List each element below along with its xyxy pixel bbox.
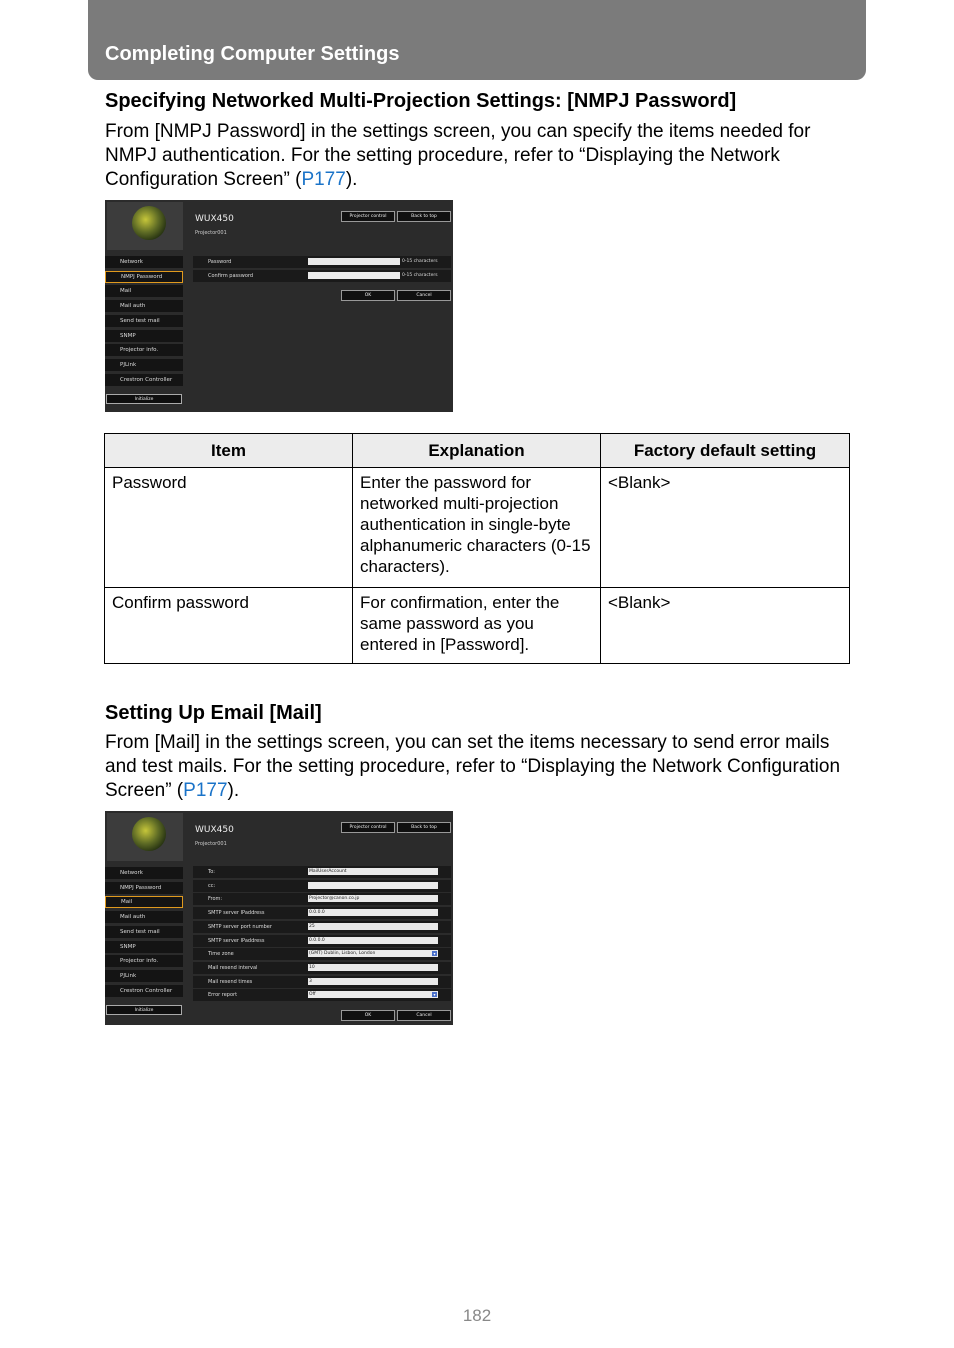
back-to-top-button[interactable]: Back to top	[397, 211, 451, 222]
menu-item-crestron-controller[interactable]: Crestron Controller	[105, 374, 183, 386]
projector-name: Projector001	[195, 841, 227, 847]
menu-item-send-test-mail[interactable]: Send test mail	[105, 315, 183, 327]
col-header-explanation: Explanation	[353, 434, 601, 468]
menu-item-network[interactable]: Network	[105, 256, 183, 268]
field-label: Mail resend times	[208, 978, 253, 985]
field-label: SMTP server port number	[208, 923, 272, 930]
model-name: WUX450	[195, 825, 234, 835]
page-link-p177[interactable]: P177	[301, 169, 346, 190]
menu-item-projector-info[interactable]: Projector info.	[105, 344, 183, 356]
projector-logo	[107, 813, 183, 861]
field-label: Password	[208, 259, 232, 265]
table-cell-default: <Blank>	[601, 588, 850, 664]
field-value: (GMT) Dublin, Lisbon, London	[309, 951, 376, 957]
field-value: 25	[309, 923, 315, 929]
field-input[interactable]	[308, 964, 438, 971]
menu-item-send-test-mail[interactable]: Send test mail	[105, 926, 183, 938]
field-input[interactable]	[308, 868, 438, 875]
field-row-from	[193, 893, 451, 905]
menu-item-projector-info[interactable]: Projector info.	[105, 955, 183, 967]
field-value: 10	[309, 964, 315, 970]
projector-control-button[interactable]: Projector control	[341, 211, 395, 222]
field-value: 0.0.0.0	[309, 910, 325, 916]
header-bar	[88, 0, 866, 80]
mail-settings-screenshot	[105, 811, 453, 1025]
cancel-button[interactable]: Cancel	[397, 1010, 451, 1021]
field-label: Time zone	[208, 951, 234, 958]
table-row	[105, 468, 850, 588]
menu-item-nmpj-password[interactable]: NMPJ Password	[105, 882, 183, 894]
menu-item-mail[interactable]: Mail	[105, 285, 183, 297]
field-row-confirm-password	[193, 270, 451, 282]
back-to-top-button[interactable]: Back to top	[397, 822, 451, 833]
ok-button[interactable]: OK	[341, 1010, 395, 1021]
field-label: cc:	[208, 882, 216, 889]
projector-name: Projector001	[195, 230, 227, 236]
field-hint: 0-15 characters	[402, 259, 438, 264]
field-input[interactable]	[308, 272, 400, 279]
field-row-smtp-server-port-number	[193, 921, 451, 933]
field-input[interactable]	[308, 895, 438, 902]
menu-item-mail[interactable]: Mail	[105, 896, 183, 908]
field-label: Error report	[208, 992, 238, 999]
field-hint: 0-15 characters	[402, 272, 438, 278]
model-name: WUX450	[195, 214, 234, 224]
field-input[interactable]	[308, 978, 438, 985]
chevron-down-icon[interactable]: ▾	[433, 951, 436, 957]
table-header-row	[105, 434, 850, 468]
field-row-time-zone	[193, 948, 451, 960]
field-value: Projector@canon.co.jp	[309, 896, 360, 902]
field-label: SMTP server IPaddress	[208, 910, 265, 917]
table-cell-item: Password	[105, 468, 353, 588]
field-input[interactable]	[308, 882, 438, 889]
field-input[interactable]	[308, 923, 438, 930]
col-header-item: Item	[105, 434, 353, 468]
field-row-smtp-server-ipaddress	[193, 907, 451, 919]
field-row-password	[193, 256, 451, 268]
ok-button[interactable]: OK	[341, 290, 395, 301]
field-input[interactable]	[308, 937, 438, 944]
field-value: 0.0.0.0	[309, 937, 325, 943]
section-paragraph-mail: From [Mail] in the settings screen, you can set the items necessary to send error mails and test mails. For the setting procedure, refer to “Displaying the Network Configuration Screen” (P177).	[105, 732, 841, 801]
section-heading-nmpj: Specifying Networked Multi-Projection Settings: [NMPJ Password]	[105, 90, 737, 112]
field-row-error-report	[193, 989, 451, 1001]
menu-item-nmpj-password[interactable]: NMPJ Password	[105, 271, 183, 283]
field-label: Confirm password	[208, 272, 254, 279]
menu-item-snmp[interactable]: SNMP	[105, 941, 183, 953]
menu-item-snmp[interactable]: SNMP	[105, 330, 183, 342]
col-header-factory-default: Factory default setting	[601, 434, 850, 468]
field-value: MailUserAccount	[309, 869, 347, 874]
settings-table	[104, 433, 850, 664]
table-row	[105, 588, 850, 664]
initialize-button[interactable]: Initialize	[106, 394, 182, 404]
menu-item-network[interactable]: Network	[105, 867, 183, 879]
menu-item-crestron-controller[interactable]: Crestron Controller	[105, 985, 183, 997]
field-select[interactable]	[308, 950, 438, 957]
nmpj-settings-screenshot	[105, 200, 453, 412]
table-cell-explanation: For confirmation, enter the same password as you entered in [Password].	[353, 588, 601, 664]
field-label: SMTP server IPaddress	[208, 937, 265, 944]
table-cell-explanation: Enter the password for networked multi-projection authentication in single-byte alphanumeric characters (0-15 characters).	[353, 468, 601, 588]
menu-item-pjlink[interactable]: PJLink	[105, 359, 183, 371]
section-heading-mail: Setting Up Email [Mail]	[105, 702, 322, 724]
field-input[interactable]	[308, 258, 400, 265]
table-cell-default: <Blank>	[601, 468, 850, 588]
menu-item-mail-auth[interactable]: Mail auth	[105, 300, 183, 312]
field-row-cc	[193, 880, 451, 892]
field-label: Mail resend interval	[208, 964, 258, 971]
table-cell-item: Confirm password	[105, 588, 353, 664]
field-input[interactable]	[308, 909, 438, 916]
field-value: Off	[309, 992, 316, 998]
field-row-to	[193, 866, 451, 878]
initialize-button[interactable]: Initialize	[106, 1005, 182, 1015]
field-row-mail-resend-interval	[193, 962, 451, 974]
menu-item-mail-auth[interactable]: Mail auth	[105, 911, 183, 923]
field-row-mail-resend-times	[193, 976, 451, 988]
field-value: 3	[309, 978, 312, 984]
field-label: From:	[208, 896, 223, 903]
menu-item-pjlink[interactable]: PJLink	[105, 970, 183, 982]
page-number: 182	[462, 1306, 492, 1325]
header-title: Completing Computer Settings	[105, 43, 400, 65]
field-select[interactable]	[308, 991, 438, 998]
projector-control-button[interactable]: Projector control	[341, 822, 395, 833]
field-row-smtp-server-ipaddress	[193, 935, 451, 947]
projector-logo	[107, 202, 183, 250]
cancel-button[interactable]: Cancel	[397, 290, 451, 301]
chevron-down-icon[interactable]: ▾	[433, 992, 436, 998]
page-link-p177[interactable]: P177	[183, 780, 228, 801]
field-label: To:	[208, 869, 215, 875]
section-paragraph-nmpj: From [NMPJ Password] in the settings screen, you can specify the items needed for NMPJ authentication. For the setting procedure, refer to “Displaying the Network Configuration Screen” (P177).	[105, 121, 811, 190]
